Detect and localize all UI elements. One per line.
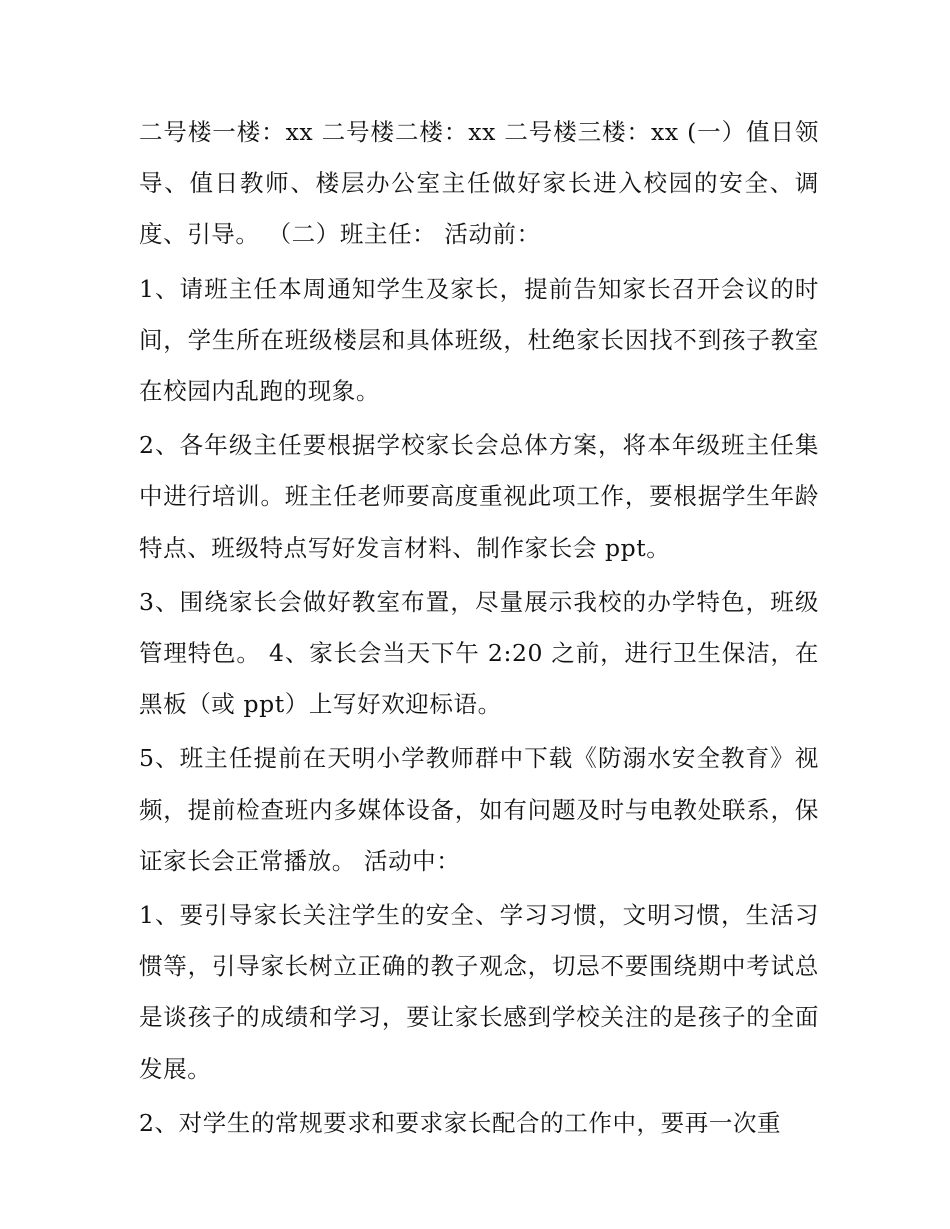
paragraph-duty-arrangement: 二号楼一楼：xx 二号楼二楼：xx 二号楼三楼：xx (一）值日领导、值日教师、楼层办公室主任做好家长进入校园的安全、调度、引导。 （二）班主任： 活动前： xyxy=(139,118,819,249)
paragraph-routine-requirements: 2、对学生的常规要求和要求家长配合的工作中，要再一次重 xyxy=(139,1108,782,1137)
paragraph-classroom-setup: 3、围绕家长会做好教室布置，尽量展示我校的办学特色，班级管理特色。 4、家长会当天下午 2:20 之前，进行卫生保洁，在黑板（或 ppt）上写好欢迎标语。 xyxy=(139,587,819,719)
paragraph-notify-parents: 1、请班主任本周通知学生及家长，提前告知家长召开会议的时间，学生所在班级楼层和具体班级，杜绝家长因找不到孩子教室在校园内乱跑的现象。 xyxy=(139,274,819,406)
paragraph-guide-parents: 1、要引导家长关注学生的安全、学习习惯，文明习惯，生活习惯等，引导家长树立正确的教子观念，切忌不要围绕期中考试总是谈孩子的成绩和学习，要让家长感到学校关注的是孩子的全面发展。 xyxy=(139,901,819,1083)
paragraph-safety-video: 5、班主任提前在天明小学教师群中下载《防溺水安全教育》视频，提前检查班内多媒体设备，如有问题及时与电教处联系，保证家长会正常播放。 活动中： xyxy=(139,744,819,875)
document-body xyxy=(139,107,819,1152)
paragraph-grade-training: 2、各年级主任要根据学校家长会总体方案，将本年级班主任集中进行培训。班主任老师要高度重视此项工作，要根据学生年龄特点、班级特点写好发言材料、制作家长会 ppt。 xyxy=(139,431,819,562)
